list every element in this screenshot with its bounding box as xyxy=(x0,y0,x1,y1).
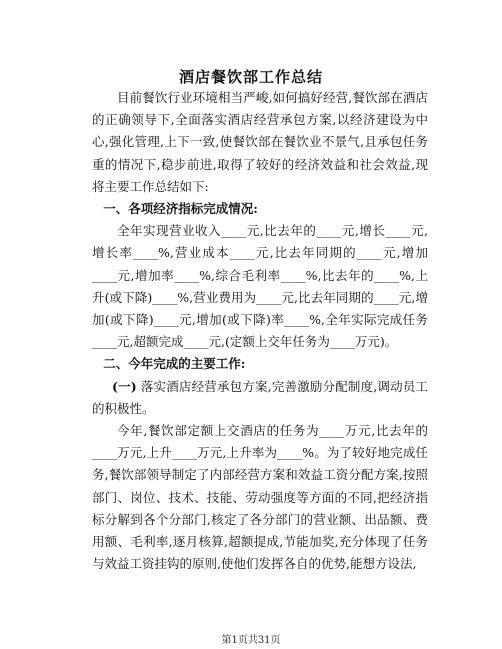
subsection1 xyxy=(92,376,428,420)
section1-paragraph: 全年实现营业收入____元,比去年的____元,增长____元,增长率____%,营业成本____元,比去年同期的____元,增加____元,增加率____%,综合毛利率____%,比去年的____%,上升(或下降)____%,营业费用为____元,比去年同期的____元,增加(或下降)____元,增加(或下降)率____%,全年实际完成任务____元,超额完成____元,(定额上交年任务为____万元)。 xyxy=(92,223,428,350)
section2-paragraph: 今年,餐饮部定额上交酒店的任务为____万元,比去年的____万元,上升____万元,上升率为____%。为了较好地完成任务,餐饮部领导制定了内部经营方案和效益工资分配方案,按照部门、岗位、技术、技能、劳动强度等方面的不同,把经济指标分解到各个分部门,核定了各分部门的营业额、出品额、费用额、毛利率,逐月核算,超额提成,节能加奖,充分体现了任务与效益工资挂钩的原则,使他们发挥各自的优势,能想方设法, xyxy=(92,423,428,572)
subsection1-text: 落实酒店经营承包方案,完善激励分配制度,调动员工的积极性。 xyxy=(92,378,428,416)
intro-paragraph: 目前餐饮行业环境相当严峻,如何搞好经营,餐饮部在酒店的正确领导下,全面落实酒店经营承包方案,以经济建设为中心,强化管理,上下一致,使餐饮部在餐饮业不景气,且承包任务重的情况下,稳步前进,取得了较好的经济效益和社会效益,现将主要工作总结如下: xyxy=(92,90,428,194)
section1-heading: 一、各项经济指标完成情况: xyxy=(103,201,258,217)
document-title: 酒店餐饮部工作总结 xyxy=(178,68,323,86)
document-body xyxy=(92,87,428,575)
section2-heading: 二、今年完成的主要工作: xyxy=(103,356,246,372)
subsection1-label: (一) xyxy=(112,378,137,394)
page-footer: 第1页共31页 xyxy=(221,635,281,646)
